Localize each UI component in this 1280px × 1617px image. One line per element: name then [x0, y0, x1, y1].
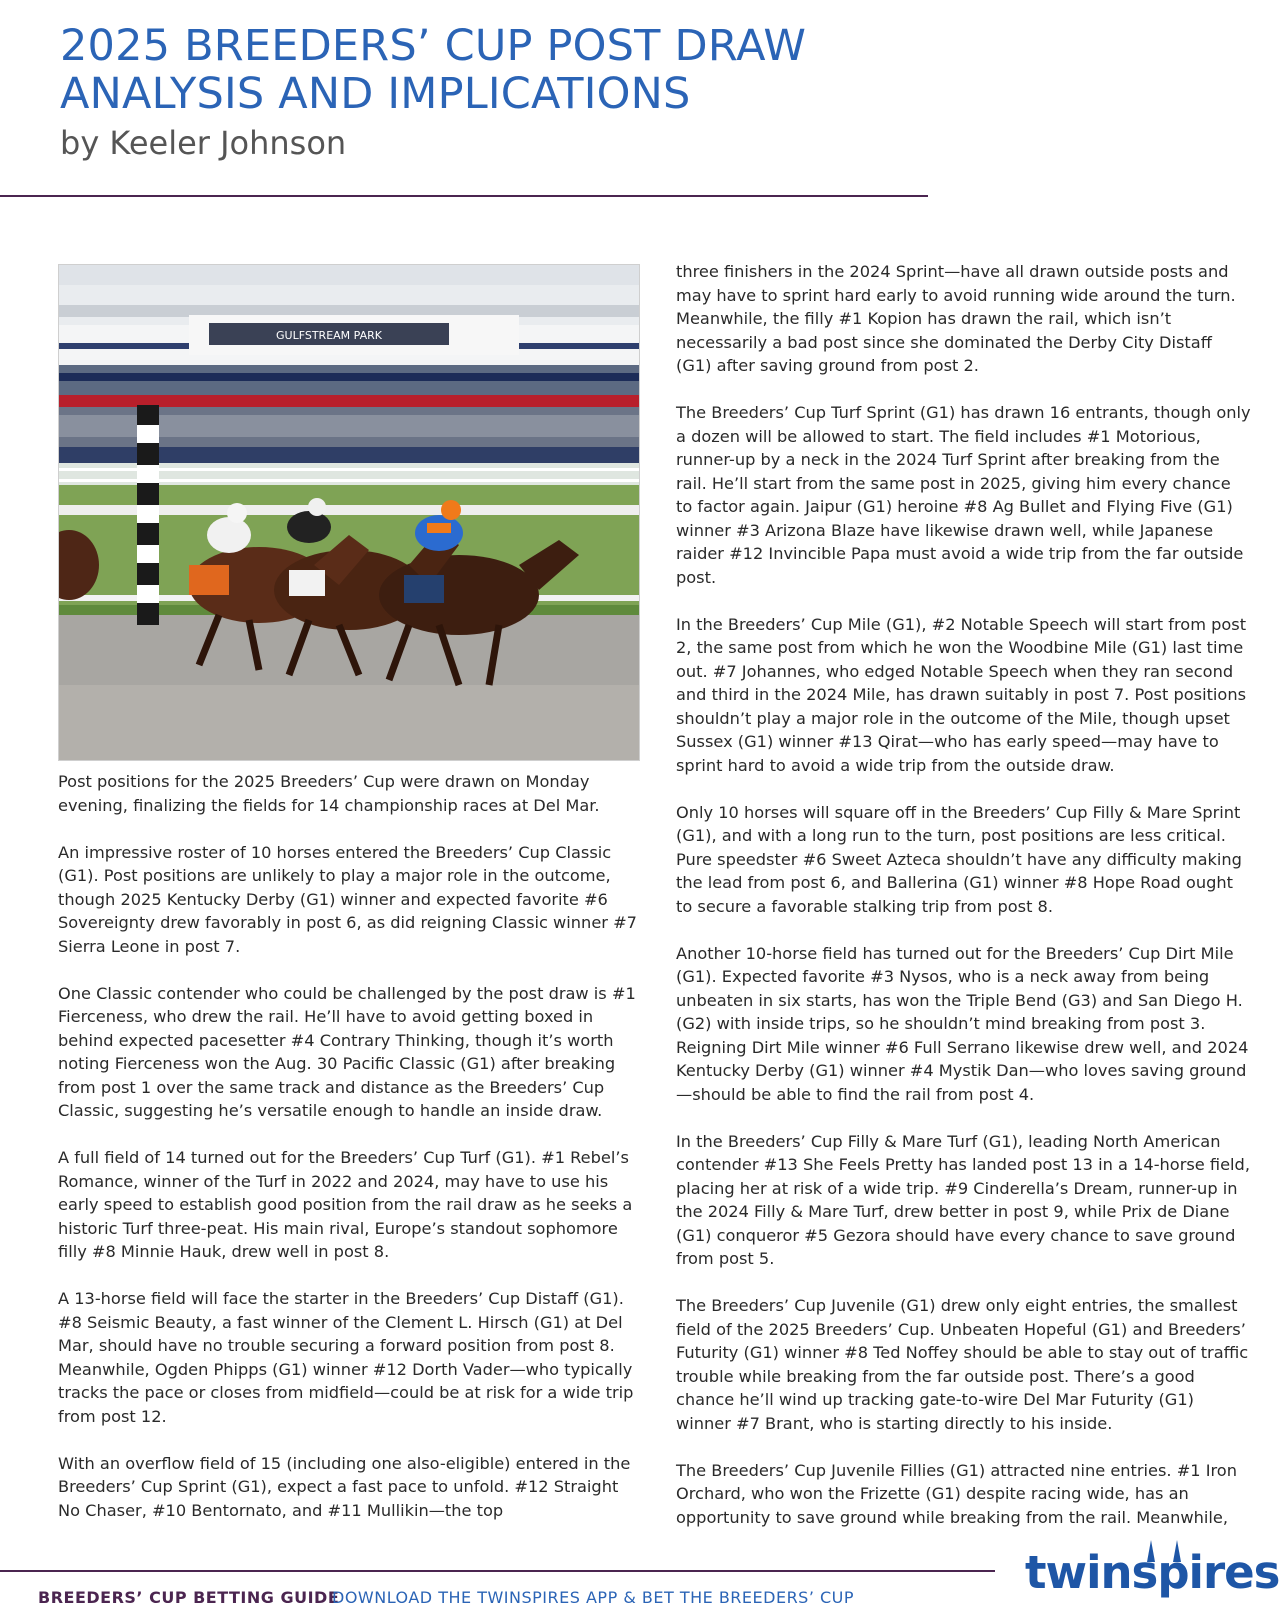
- left-column: [58, 770, 643, 1546]
- grandstand-sign: GULFSTREAM PARK: [276, 329, 382, 342]
- paragraph: In the Breeders’ Cup Filly & Mare Turf (G1), leading North American contender #13 She Feels Pretty has landed post 13 in a 14-horse field, placing her at risk of a wide trip. #9 Cinderella’s Dream, runner-up in the 2024 Filly & Mare Turf, drew better in post 9, while Prix de Diane (G1) conqueror #5 Gezora should have every chance to save ground from post 5.: [676, 1131, 1250, 1268]
- header-divider: [0, 195, 928, 197]
- paragraph: three finishers in the 2024 Sprint—have all drawn outside posts and may have to sprint hard early to avoid running wide around the turn. Meanwhile, the filly #1 Kopion has drawn the rail, which isn’t necessarily a bad post since she dominated the Derby City Distaff (G1) after saving ground from post 2.: [676, 262, 1236, 375]
- page-title: 2025 BREEDERS’ CUP POST DRAW ANALYSIS AND IMPLICATIONS: [60, 21, 807, 119]
- paragraph: The Breeders’ Cup Juvenile Fillies (G1) attracted nine entries. #1 Iron Orchard, who won the Frizette (G1) despite racing wide, has an opportunity to save ground while breaking from the rail. Meanwhile,: [676, 1460, 1237, 1527]
- logo-text: twinspires: [1025, 1546, 1280, 1599]
- paragraph: With an overflow field of 15 (including one also-eligible) entered in the Breeders’ Cup Sprint (G1), expect a fast pace to unfold. #12 Straight No Chaser, #10 Bentornato, and #11 Mullikin—the top: [58, 1453, 631, 1520]
- right-column: [676, 260, 1251, 1553]
- footer-guide-label: BREEDERS’ CUP BETTING GUIDE: [38, 1588, 340, 1607]
- paragraph: Post positions for the 2025 Breeders’ Cup were drawn on Monday evening, finalizing the fields for 14 championship races at Del Mar.: [58, 772, 600, 815]
- paragraph: One Classic contender who could be challenged by the post draw is #1 Fierceness, who drew the rail. He’ll have to avoid getting boxed in behind expected pacesetter #4 Contrary Thinking, though it’s worth noting Fierceness won the Aug. 30 Pacific Classic (G1) after breaking from post 1 over the same track and distance as the Breeders’ Cup Classic, suggesting he’s versatile enough to handle an inside draw.: [58, 983, 636, 1120]
- paragraph: A full field of 14 turned out for the Breeders’ Cup Turf (G1). #1 Rebel’s Romance, winner of the Turf in 2022 and 2024, may have to use his early speed to establish good position from the rail draw as he seeks a historic Turf three-peat. His main rival, Europe’s standout sophomore filly #8 Minnie Hauk, drew well in post 8.: [58, 1148, 633, 1261]
- paragraph: The Breeders’ Cup Juvenile (G1) drew only eight entries, the smallest field of the 2025 Breeders’ Cup. Unbeaten Hopeful (G1) and Breeders’ Futurity (G1) winner #8 Ted Noffey should be able to stay out of traffic trouble while breaking from the far outside post. There’s a good chance he’ll wind up tracking gate-to-wire Del Mar Futurity (G1) winner #7 Brant, who is starting directly to his inside.: [676, 1296, 1249, 1433]
- horse-race-photo: [58, 264, 640, 761]
- paragraph: An impressive roster of 10 horses entered the Breeders’ Cup Classic (G1). Post positions are unlikely to play a major role in the outcome, though 2025 Kentucky Derby (G1) winner and expected favorite #6 Sovereignty drew favorably in post 6, as did reigning Classic winner #7 Sierra Leone in post 7.: [58, 842, 637, 956]
- paragraph: Only 10 horses will square off in the Breeders’ Cup Filly & Mare Sprint (G1), and with a long run to the turn, post positions are less critical. Pure speedster #6 Sweet Azteca shouldn’t have any difficulty making the lead from post 6, and Ballerina (G1) winner #8 Hope Road ought to secure a favorable stalking trip from post 8.: [676, 802, 1242, 916]
- paragraph: The Breeders’ Cup Turf Sprint (G1) has drawn 16 entrants, though only a dozen will be allowed to start. The field includes #1 Motorious, runner-up by a neck in the 2024 Turf Sprint after breaking from the rail. He’ll start from the same post in 2025, giving him every chance to factor again. Jaipur (G1) heroine #8 Ag Bullet and Flying Five (G1) winner #3 Arizona Blaze have likewise drawn well, while Japanese raider #12 Invincible Papa must avoid a wide trip from the far outside post.: [676, 403, 1251, 587]
- byline: by Keeler Johnson: [60, 124, 347, 162]
- paragraph: In the Breeders’ Cup Mile (G1), #2 Notable Speech will start from post 2, the same post from which he won the Woodbine Mile (G1) last time out. #7 Johannes, who edged Notable Speech when they ran second and third in the 2024 Mile, has drawn suitably in post 7. Post positions shouldn’t play a major role in the outcome of the Mile, though upset Sussex (G1) winner #13 Qirat—who has early speed—may have to sprint hard to avoid a wide trip from the outside draw.: [676, 614, 1247, 775]
- paragraph: Another 10-horse field has turned out for the Breeders’ Cup Dirt Mile (G1). Expected favorite #3 Nysos, who is a neck away from being unbeaten in six starts, has won the Triple Bend (G3) and San Diego H. (G2) with inside trips, so he shouldn’t mind breaking from post 3. Reigning Dirt Mile winner #6 Full Serrano likewise drew well, and 2024 Kentucky Derby (G1) winner #4 Mystik Dan—who loves saving ground—should be able to find the rail from post 4.: [676, 943, 1249, 1104]
- footer-cta[interactable]: DOWNLOAD THE TWINSPIRES APP & BET THE BREEDERS’ CUP: [332, 1588, 855, 1607]
- footer-divider: [0, 1570, 995, 1572]
- paragraph: A 13-horse field will face the starter in the Breeders’ Cup Distaff (G1). #8 Seismic Beauty, a fast winner of the Clement L. Hirsch (G1) at Del Mar, should have no trouble securing a forward position from post 8. Meanwhile, Ogden Phipps (G1) winner #12 Dorth Vader—who typically tracks the pace or closes from midfield—could be at risk for a wide trip from post 12.: [58, 1289, 634, 1426]
- twinspires-logo[interactable]: [1025, 1540, 1280, 1606]
